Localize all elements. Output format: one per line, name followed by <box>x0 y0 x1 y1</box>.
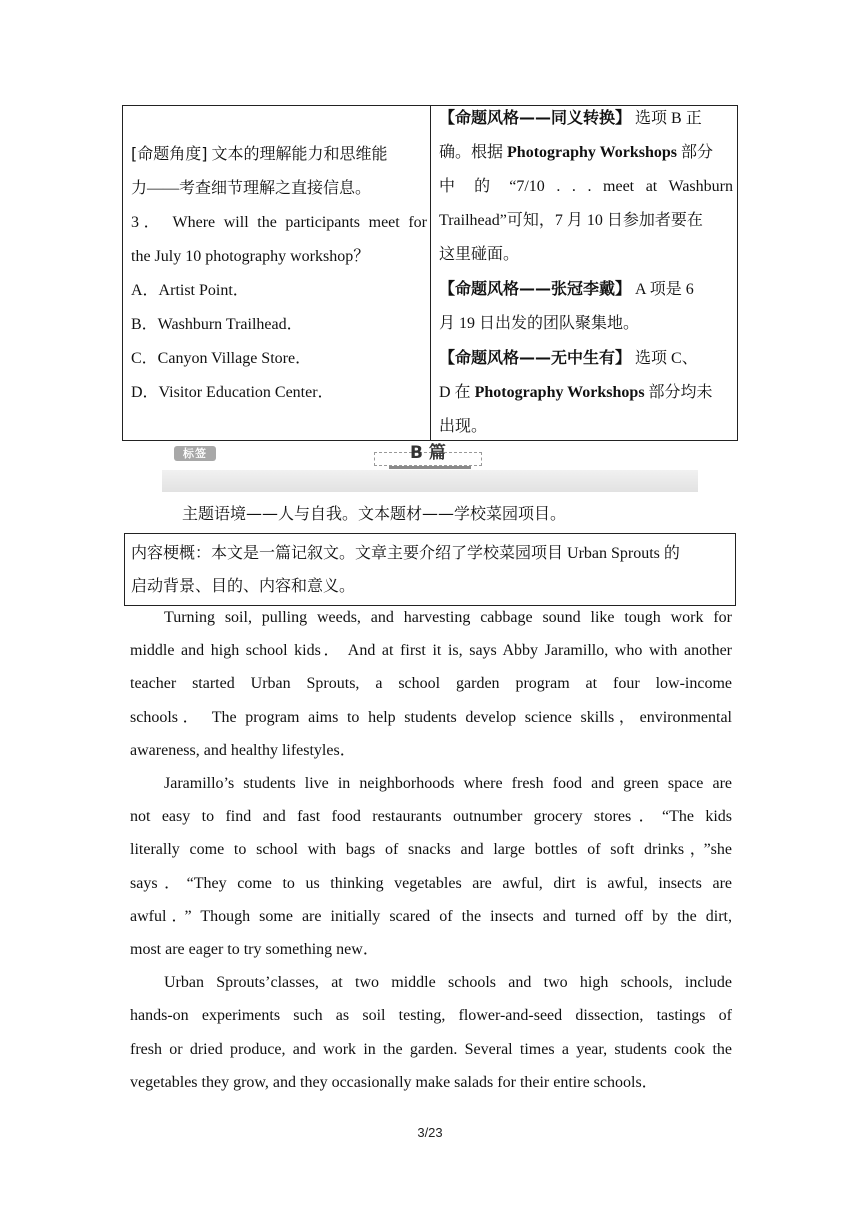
p2-line-2: not easy to find and fast food restaurants outnumber grocery stores．“The kids <box>130 808 732 826</box>
analysis-line-4: Trailhead”可知，7 月 10 日参加者要在 <box>439 212 703 229</box>
analysis-line-8 <box>439 341 733 376</box>
question-stem-1: 3． Where will the participants meet for <box>131 214 427 231</box>
angle-text-1: 文本的理解能力和思维能 <box>207 146 388 163</box>
p3-line-2: hands-on experiments such as soil testing, flower-and-seed dissection, tastings of <box>130 1007 732 1025</box>
analysis-line-6 <box>439 272 733 307</box>
paragraph-2 <box>130 767 732 800</box>
analysis-text-2c: 部分 <box>677 144 714 161</box>
p2-line-1: Jaramillo’s students live in neighborhoods where fresh food and green space are <box>164 775 732 793</box>
p2-line-4: says．“They come to us thinking vegetables are awful, dirt is awful, insects are <box>130 874 732 892</box>
summary-box <box>124 533 736 606</box>
section-banner <box>162 442 698 492</box>
analysis-text-9c: 部分均未 <box>644 384 713 401</box>
label-badge: 标签 <box>174 446 216 461</box>
table-divider <box>430 106 431 440</box>
p1-line-5: awareness, and healthy lifestyles． <box>130 741 356 759</box>
p1-line-2: middle and high school kids． And at first it is, says Abby Jaramillo, who with another <box>130 642 732 660</box>
p3-line-1: Urban Sprouts’classes, at two middle schools and two high schools, include <box>164 974 732 992</box>
style-tag-2: 【命题风格——张冠李戴】 <box>439 279 632 298</box>
p1-line-1: Turning soil, pulling weeds, and harvesting cabbage sound like tough work for <box>164 609 732 626</box>
title-underline <box>389 466 471 469</box>
style-tag-3: 【命题风格——无中生有】 <box>439 348 632 367</box>
analysis-text-1: 选项 B 正 <box>631 110 702 127</box>
paragraph-1 <box>130 601 732 634</box>
question-table <box>122 105 738 441</box>
summary-line-1 <box>131 536 729 570</box>
question-stem-2: the July 10 photography workshop？ <box>131 248 370 265</box>
page-number: 3/23 <box>417 1125 443 1140</box>
p2-line-6: most are eager to try something new． <box>130 941 379 959</box>
summary-label: 内容梗概： <box>131 543 212 562</box>
section-title: B 篇 <box>410 443 446 463</box>
analysis-text-8: 选项 C、 <box>631 350 698 367</box>
analysis-line-5: 这里碰面。 <box>439 246 520 263</box>
option-a: A．Artist Point． <box>131 282 249 299</box>
analysis-line-10: 出现。 <box>439 418 488 435</box>
option-c: C．Canyon Village Store． <box>131 350 312 367</box>
analysis-text-6: A 项是 6 <box>631 281 694 298</box>
analysis-line-3: 中 的 “7/10 . . . meet at Washburn <box>439 178 733 195</box>
p2-line-3: literally come to school with bags of snacks and large bottles of soft drinks，”she <box>130 841 732 859</box>
banner-bar <box>162 470 698 492</box>
style-tag-1: 【命题风格——同义转换】 <box>439 108 632 127</box>
p3-line-4: vegetables they grow, and they occasionally make salads for their entire schools． <box>130 1073 658 1091</box>
analysis-line-9 <box>439 376 733 410</box>
summary-line-2: 启动背景、目的、内容和意义。 <box>131 578 356 595</box>
theme-line: 主题语境——人与自我。文本题材——学校菜园项目。 <box>182 504 567 523</box>
angle-line-2: 力——考查细节理解之直接信息。 <box>131 180 372 197</box>
angle-line-1 <box>131 137 427 172</box>
section-ref-2: Photography Workshops <box>474 384 645 401</box>
paragraph-3 <box>130 966 732 999</box>
analysis-text-2a: 确。根据 <box>439 144 508 161</box>
angle-tag: [命题角度] <box>131 144 208 163</box>
analysis-line-1 <box>439 101 733 136</box>
p2-line-5: awful．” Though some are initially scared of the insects and turned off by the dirt, <box>130 907 732 925</box>
analysis-text-9a: D 在 <box>439 384 475 401</box>
analysis-column <box>439 101 733 444</box>
summary-text-1: 本文是一篇记叙文。文章主要介绍了学校菜园项目 Urban Sprouts 的 <box>211 545 680 562</box>
option-d: D．Visitor Education Center． <box>131 384 334 401</box>
analysis-line-2 <box>439 136 733 170</box>
analysis-line-7: 月 19 日出发的团队聚集地。 <box>439 315 640 332</box>
p1-line-3: teacher started Urban Sprouts, a school garden program at four low-income <box>130 675 732 693</box>
option-b: B．Washburn Trailhead． <box>131 316 303 333</box>
section-ref-1: Photography Workshops <box>507 144 677 161</box>
p1-line-4: schools． The program aims to help students develop science skills，environmental <box>130 708 733 726</box>
article-body <box>130 601 732 1099</box>
p3-line-3: fresh or dried produce, and work in the garden. Several times a year, students cook the <box>130 1040 732 1058</box>
question-column <box>131 137 427 410</box>
